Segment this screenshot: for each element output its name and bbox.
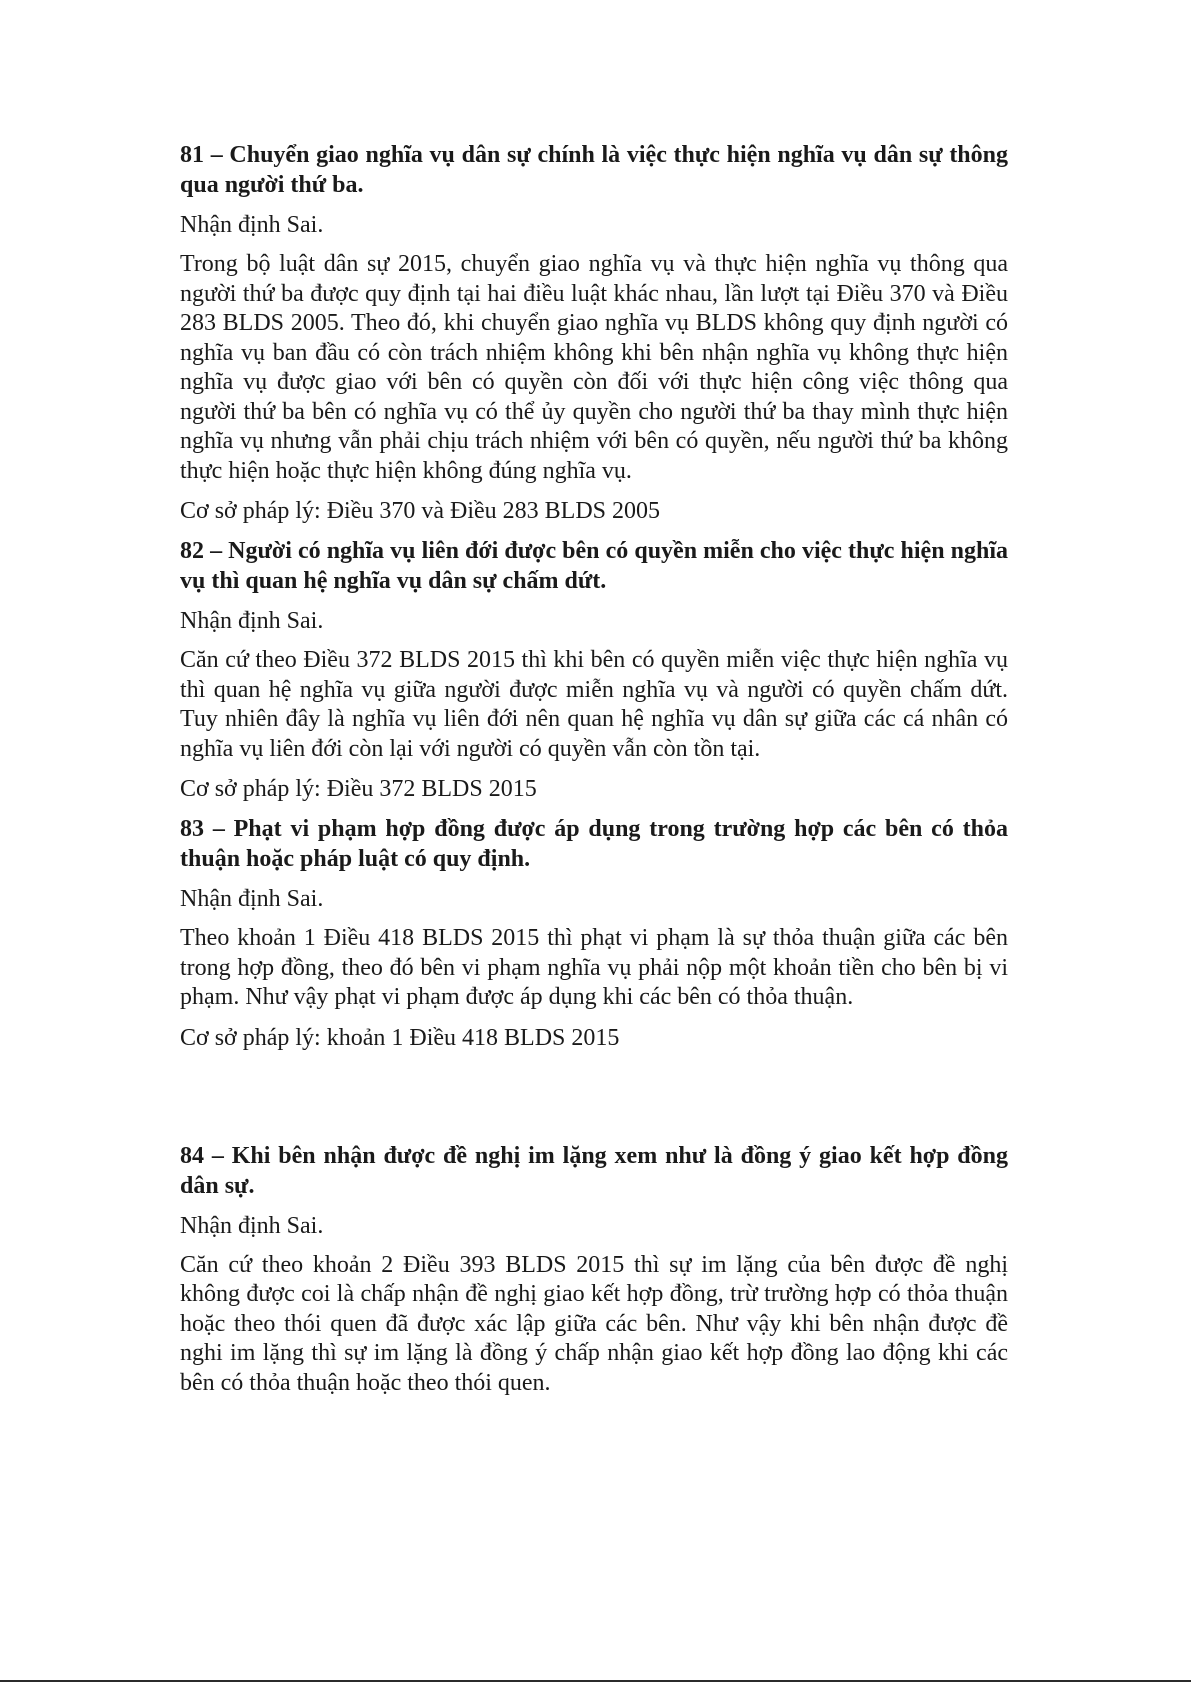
question-heading: 81 – Chuyển giao nghĩa vụ dân sự chính là việc thực hiện nghĩa vụ dân sự thông qua người thứ ba. <box>180 142 1008 198</box>
legal-basis: Cơ sở pháp lý: khoản 1 Điều 418 BLDS 2015 <box>180 1024 620 1051</box>
item-83 <box>180 814 1008 1053</box>
explanation-paragraph: Theo khoản 1 Điều 418 BLDS 2015 thì phạt vi phạm là sự thỏa thuận giữa các bên trong hợp đồng, theo đó bên vi phạm nghĩa vụ phải nộp một khoản tiền cho bên bị vi phạm. Như vậy phạt vi phạm được áp dụng khi các bên có thỏa thuận. <box>180 925 1008 1010</box>
question-heading: 82 – Người có nghĩa vụ liên đới được bên có quyền miễn cho việc thực hiện nghĩa vụ thì quan hệ nghĩa vụ dân sự chấm dứt. <box>180 538 1008 594</box>
explanation-paragraph: Căn cứ theo Điều 372 BLDS 2015 thì khi bên có quyền miễn việc thực hiện nghĩa vụ thì quan hệ nghĩa vụ giữa người được miễn nghĩa vụ và người có quyền chấm dứt. Tuy nhiên đây là nghĩa vụ liên đới nên quan hệ nghĩa vụ dân sự giữa các cá nhân có nghĩa vụ liên đới còn lại với người có quyền vẫn còn tồn tại. <box>180 647 1008 762</box>
item-84 <box>180 1141 1008 1399</box>
explanation-paragraph: Trong bộ luật dân sự 2015, chuyển giao nghĩa vụ và thực hiện nghĩa vụ thông qua người thứ ba được quy định tại hai điều luật khác nhau, lần lượt tại Điều 370 và Điều 283 BLDS 2005. Theo đó, khi chuyển giao nghĩa vụ BLDS không quy định người có nghĩa vụ ban đầu có còn trách nhiệm không khi bên nhận nghĩa vụ không thực hiện nghĩa vụ được giao với bên có quyền còn đối với thực hiện công việc thông qua người thứ ba bên có nghĩa vụ có thể ủy quyền cho người thứ ba thay mình thực hiện nghĩa vụ nhưng vẫn phải chịu trách nhiệm với bên có quyền, nếu người thứ ba không thực hiện hoặc thực hiện không đúng nghĩa vụ. <box>180 251 1008 484</box>
legal-basis: Cơ sở pháp lý: Điều 372 BLDS 2015 <box>180 776 537 802</box>
verdict-text: Nhận định Sai. <box>180 608 324 634</box>
explanation-paragraph: Căn cứ theo khoản 2 Điều 393 BLDS 2015 thì sự im lặng của bên được đề nghị không được coi là chấp nhận đề nghị giao kết hợp đồng, trừ trường hợp có thỏa thuận hoặc theo thói quen đã được xác lập giữa các bên. Như vậy khi bên nhận được đề nghi im lặng thì sự im lặng là đồng ý chấp nhận giao kết hợp đồng lao động khi các bên có thỏa thuận hoặc theo thói quen. <box>180 1251 1008 1396</box>
item-81 <box>180 140 1008 526</box>
document-page <box>180 140 1008 1408</box>
verdict-text: Nhận định Sai. <box>180 1212 324 1239</box>
question-heading: 83 – Phạt vi phạm hợp đồng được áp dụng trong trường hợp các bên có thỏa thuận hoặc pháp luật có quy định. <box>180 816 1008 872</box>
legal-basis: Cơ sở pháp lý: Điều 370 và Điều 283 BLDS 2005 <box>180 498 661 524</box>
bottom-divider <box>0 1680 1191 1682</box>
item-82 <box>180 536 1008 804</box>
verdict-text: Nhận định Sai. <box>180 212 324 238</box>
question-heading: 84 – Khi bên nhận được đề nghị im lặng xem như là đồng ý giao kết hợp đồng dân sự. <box>180 1142 1008 1199</box>
verdict-text: Nhận định Sai. <box>180 886 324 912</box>
section-gap <box>180 1063 1008 1141</box>
